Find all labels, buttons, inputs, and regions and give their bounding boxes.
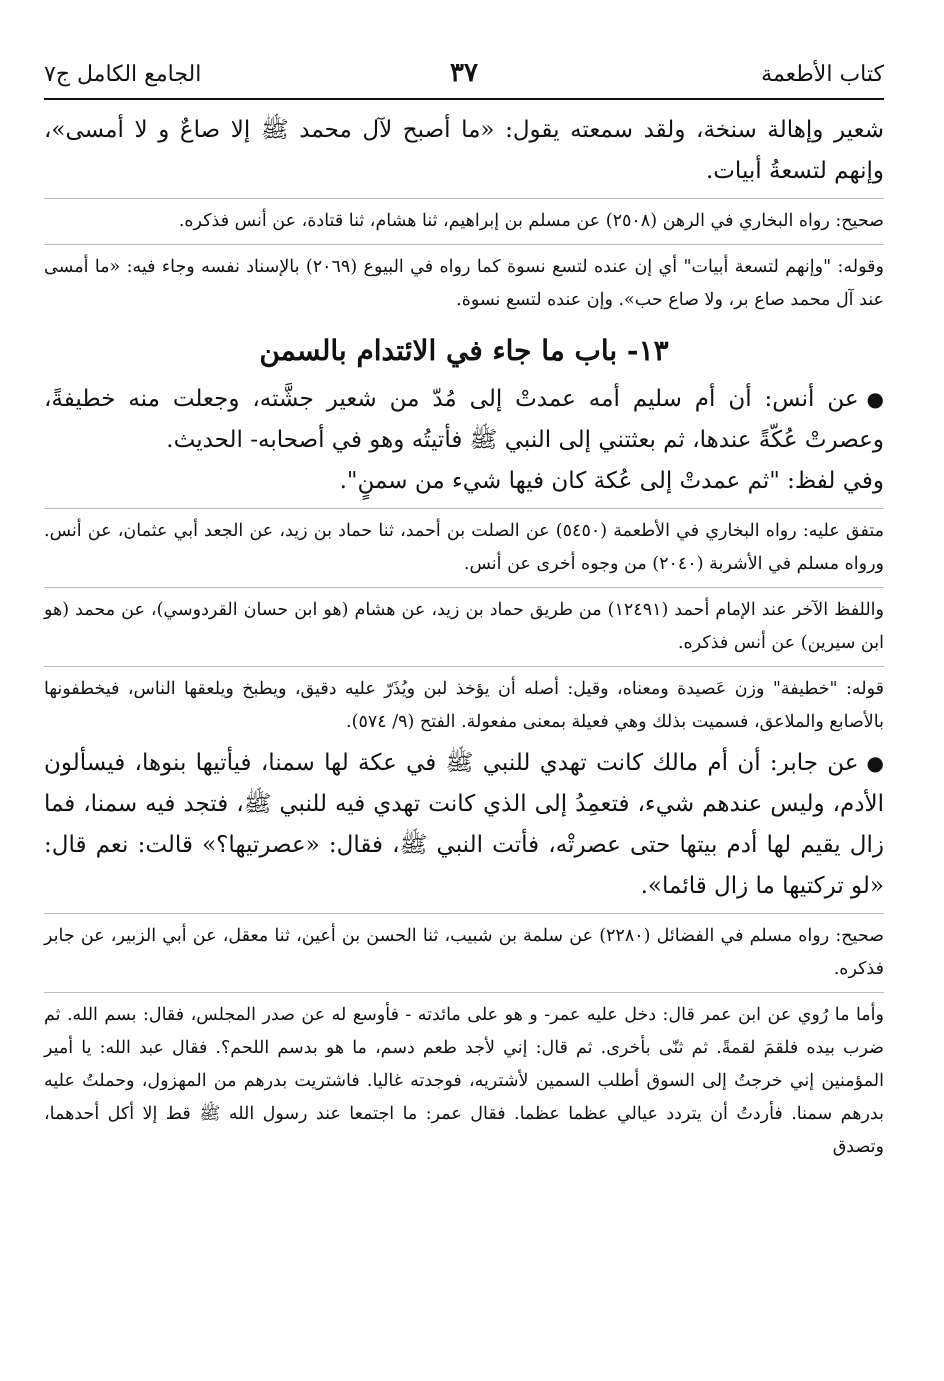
page-header — [44, 54, 884, 100]
document-page — [44, 54, 884, 1361]
bullet-icon: ● — [866, 387, 884, 411]
page-content — [44, 110, 884, 1164]
hadith-text: عن جابر: أن أم مالك كانت تهدي للنبي ﷺ في عكة لها سمنا، فيأتيها بنوها، فيسألون الأدم، وليس عندهم شيء، فتعمِدُ إلى الذي كانت تهدي فيه للنبي ﷺ، فتجد فيه سمنا، فما زال يقيم لها أدم بيتها حتى عصرتْه، فأتت النبي ﷺ، فقال: «عصرتيها؟» قالت: نعم قال: «لو تركتيها ما زال قائما». — [44, 750, 884, 899]
commentary-note: قوله: "خطيفة" وزن عَصيدة ومعناه، وقيل: أصله أن يؤخذ لبن ويُذَرّ عليه دقيق، ويطبخ ويلعقها الناس، فيخطفونها بالأصابع والملاعق، فسميت بذلك وهي فعيلة بمعنى مفعولة. الفتح (٩/ ٥٧٤). — [44, 666, 884, 739]
takhrij-note: واللفظ الآخر عند الإمام أحمد (١٢٤٩١) من طريق حماد بن زيد، عن هشام (هو ابن حسان القردوسي)، عن محمد (هو ابن سيرين) عن أنس فذكره. — [44, 587, 884, 660]
hadith-variant: وفي لفظ: "ثم عمدتْ إلى عُكة كان فيها شيء من سمنٍ". — [339, 468, 884, 494]
takhrij-note: صحيح: رواه مسلم في الفضائل (٢٢٨٠) عن سلمة بن شبيب، ثنا الحسن بن أعين، ثنا معقل، عن أبي الزبير، عن جابر فذكره. — [44, 913, 884, 986]
takhrij-note: متفق عليه: رواه البخاري في الأطعمة (٥٤٥٠) عن الصلت بن أحمد، ثنا حماد بن زيد، عن الجعد أبي عثمان، عن أنس. ورواه مسلم في الأشربة (٢٠٤٠) من وجوه أخرى عن أنس. — [44, 508, 884, 581]
hadith-text: عن أنس: أن أم سليم أمه عمدتْ إلى مُدّ من شعير جشَّته، وجعلت منه خطيفةً، وعصرتْ عُكّةً عندها، ثم بعثتني إلى النبي ﷺ فأتيتُه وهو في أصحابه- الحديث. — [44, 386, 884, 453]
commentary-note: وأما ما رُوي عن ابن عمر قال: دخل عليه عمر- و هو على مائدته - فأوسع له عن صدر المجلس، فقال: بسم الله. ثم ضرب بيده فلقمَ لقمةً. ثم ثنّى بأخرى. ثم قال: إني لأجد طعم دسم، ما هو بدسم اللحم؟. فقال عبد الله: يا أمير المؤمنين إني خرجتُ إلى السوق أطلب السمين لأشتريه، فوجدته غاليا. فاشتريت بدرهم من المهزول، وحملتُ عليه بدرهم سمنا. فأردتُ أن يتردد عيالي عظما عظما. فقال عمر: ما اجتمعا عند رسول الله ﷺ قط إلا أكل أحدهما، وتصدق — [44, 992, 884, 1164]
takhrij-note: صحيح: رواه البخاري في الرهن (٢٥٠٨) عن مسلم بن إبراهيم، ثنا هشام، ثنا قتادة، عن أنس فذكره. — [44, 198, 884, 238]
hadith-jabir — [44, 743, 884, 907]
book-volume-title: الجامع الكامل ج٧ — [44, 62, 202, 87]
page-number: ٣٧ — [450, 58, 478, 88]
commentary-note: وقوله: "وإنهم لتسعة أبيات" أي إن عنده لتسع نسوة كما رواه في البيوع (٢٠٦٩) بالإسناد نفسه وجاء فيه: «ما أمسى عند آل محمد صاع بر، ولا صاع حب». وإن عنده لتسع نسوة. — [44, 244, 884, 317]
chapter-heading: ١٣- باب ما جاء في الائتدام بالسمن — [259, 334, 669, 367]
hadith-anas — [44, 379, 884, 461]
book-section-title: كتاب الأطعمة — [761, 62, 884, 87]
bullet-icon: ● — [866, 751, 884, 775]
hadith-continuation: شعير وإهالة سنخة، ولقد سمعته يقول: «ما أصبح لآل محمد ﷺ إلا صاعٌ و لا أمسى»، وإنهم لتسعةُ أبيات. — [44, 117, 884, 184]
